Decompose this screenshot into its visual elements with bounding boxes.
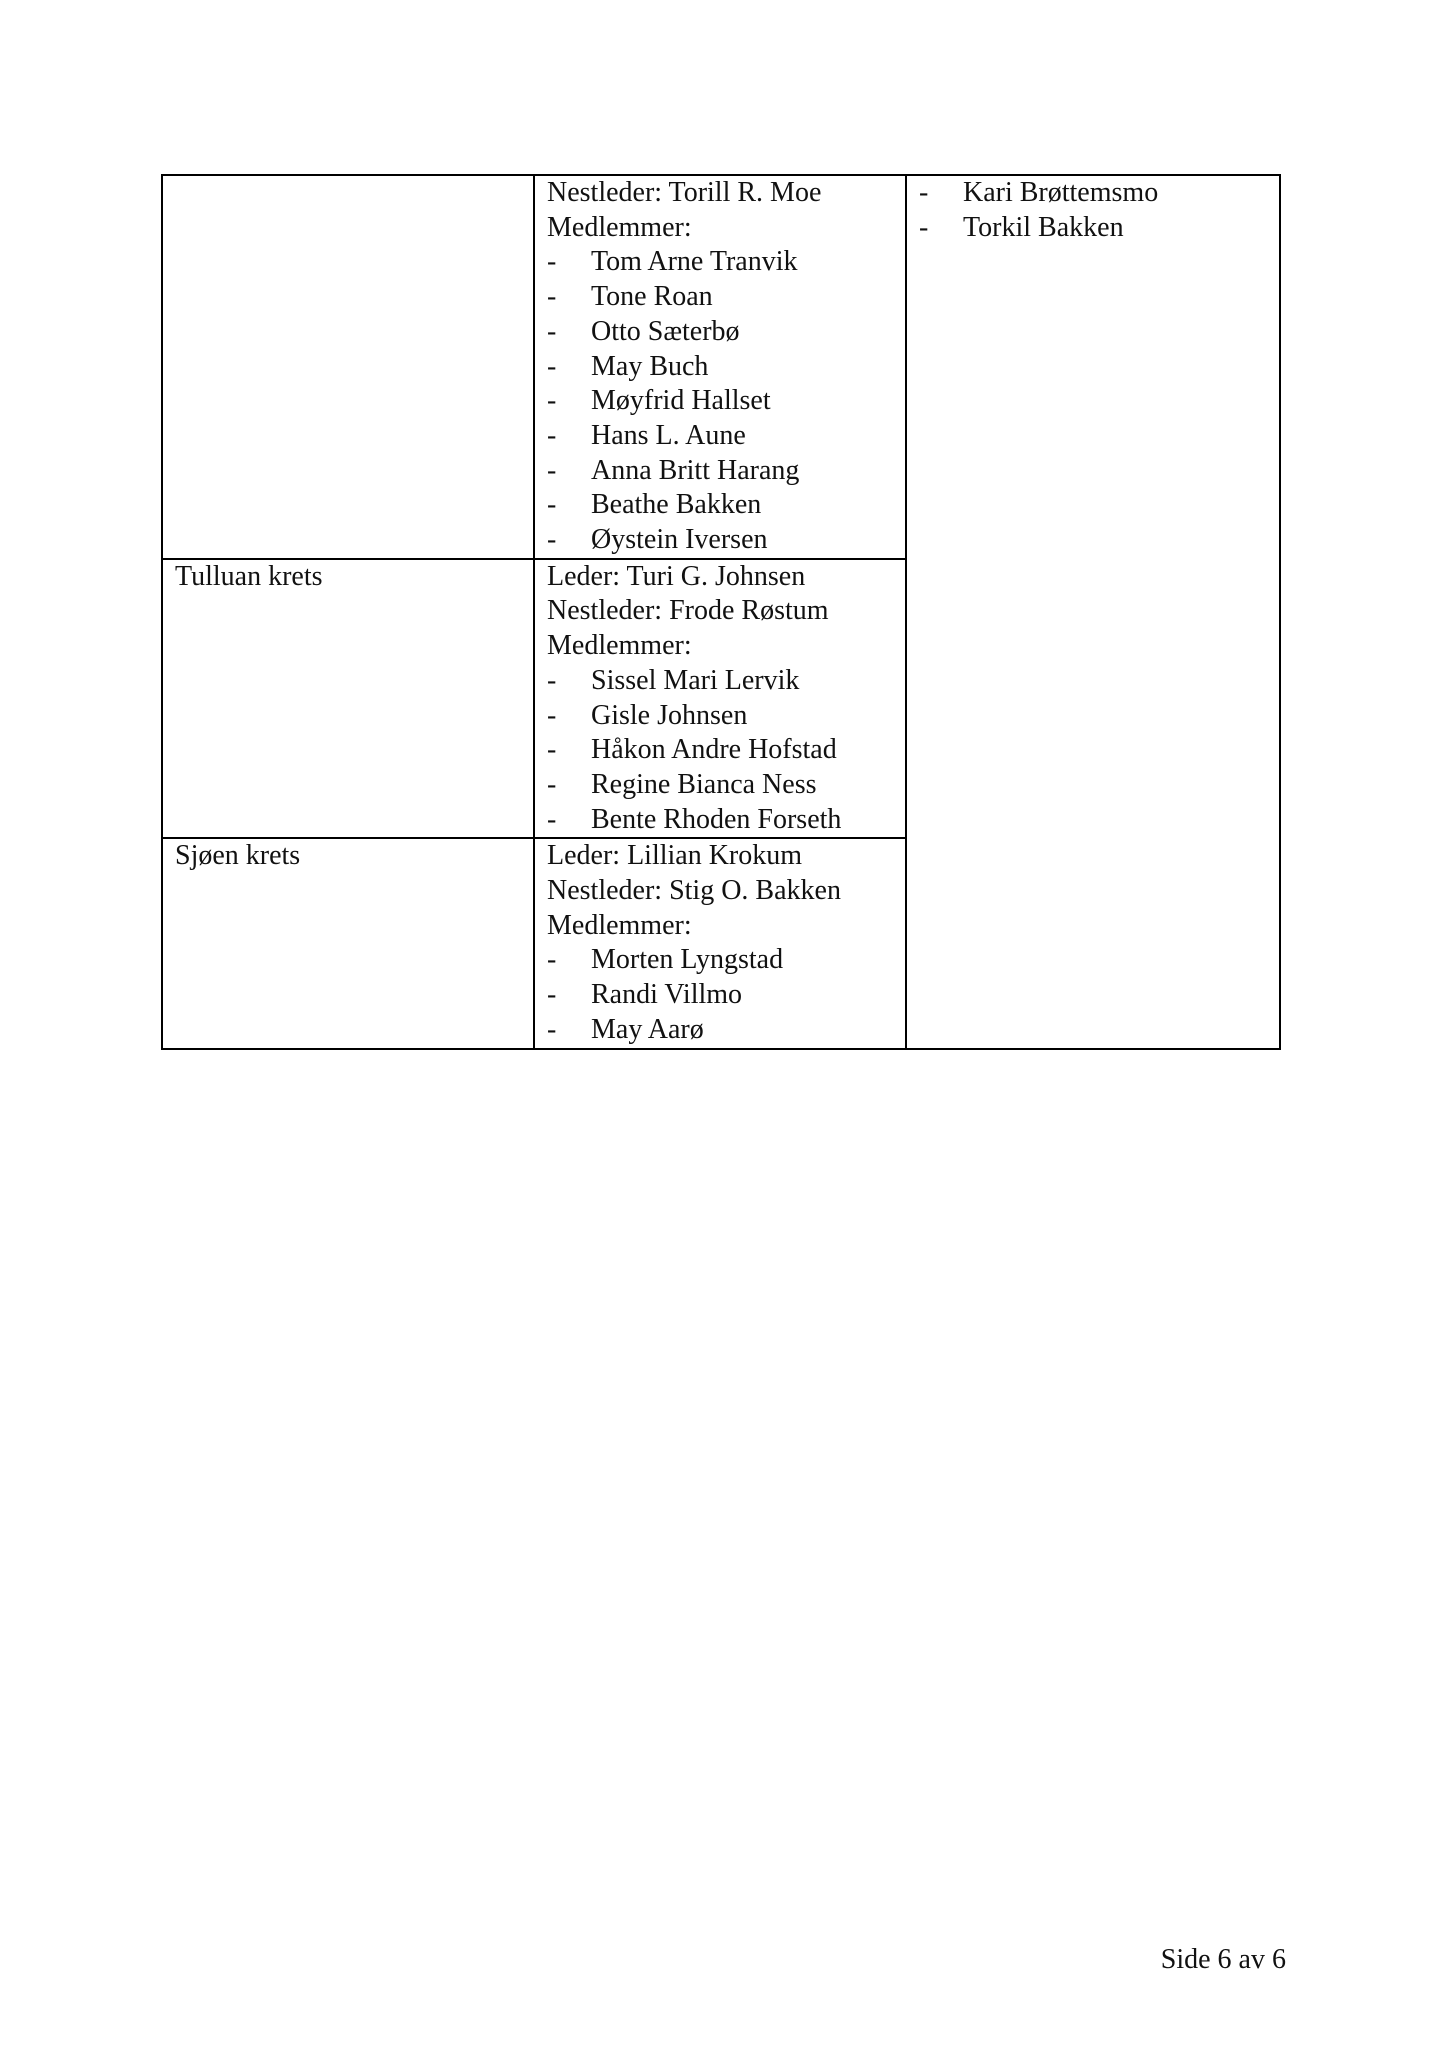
member-item [547, 1013, 893, 1048]
member-name: Tone Roan [591, 281, 713, 313]
committee-cell [534, 838, 906, 1048]
committee-cell [534, 175, 906, 559]
member-item [547, 733, 893, 768]
member-item [547, 803, 893, 838]
member-item [547, 664, 893, 699]
member-item [547, 245, 893, 280]
list-dash: - [547, 524, 557, 556]
member-name: Bente Rhoden Forseth [591, 803, 842, 835]
list-dash: - [547, 1013, 557, 1045]
leader: Leder: Lillian Krokum [547, 840, 803, 872]
member-name: Øystein Iversen [591, 524, 768, 556]
leader: Leder: Turi G. Johnsen [547, 560, 806, 592]
member-name: Regine Bianca Ness [591, 768, 817, 800]
member-item [919, 176, 1267, 211]
list-dash: - [547, 803, 557, 835]
member-name: Beathe Bakken [591, 489, 762, 521]
region-cell [162, 838, 534, 1048]
region-name: Tulluan krets [175, 560, 323, 592]
list-dash: - [547, 350, 557, 382]
list-dash: - [547, 699, 557, 731]
member-item [547, 978, 893, 1013]
members-heading: Medlemmer: [547, 211, 692, 243]
committee-table-body [162, 175, 1280, 1049]
member-item [547, 943, 893, 978]
members-heading: Medlemmer: [547, 630, 692, 662]
list-dash: - [547, 385, 557, 417]
region-cell [162, 559, 534, 839]
member-item [547, 384, 893, 419]
member-name: Torkil Bakken [963, 211, 1124, 243]
region-cell [162, 175, 534, 559]
member-name: Tom Arne Tranvik [591, 246, 798, 278]
member-item [547, 488, 893, 523]
table-row [162, 175, 1280, 559]
member-item [547, 315, 893, 350]
list-dash: - [547, 419, 557, 451]
member-name: Gisle Johnsen [591, 699, 748, 731]
list-dash: - [547, 944, 557, 976]
list-dash: - [547, 734, 557, 766]
member-name: Morten Lyngstad [591, 944, 784, 976]
list-dash: - [547, 454, 557, 486]
member-name: Hans L. Aune [591, 419, 746, 451]
list-dash: - [547, 281, 557, 313]
list-dash: - [547, 246, 557, 278]
member-name: Otto Sæterbø [591, 315, 740, 347]
member-item [547, 454, 893, 489]
deputy-leader: Nestleder: Frode Røstum [547, 595, 829, 627]
list-dash: - [547, 489, 557, 521]
list-dash: - [547, 768, 557, 800]
deputy-leader: Nestleder: Stig O. Bakken [547, 875, 841, 907]
member-item [547, 699, 893, 734]
list-dash: - [919, 177, 929, 208]
list-dash: - [919, 211, 929, 243]
committee-cell [534, 559, 906, 839]
member-name: May Buch [591, 350, 709, 382]
member-item [547, 523, 893, 558]
member-name: Randi Villmo [591, 979, 743, 1011]
member-name: Møyfrid Hallset [591, 385, 771, 417]
list-dash: - [547, 664, 557, 696]
list-dash: - [547, 315, 557, 347]
member-item [547, 350, 893, 385]
members-heading: Medlemmer: [547, 909, 692, 941]
region-name: Sjøen krets [175, 840, 301, 872]
member-name: May Aarø [591, 1013, 704, 1045]
member-item [919, 211, 1267, 246]
member-item [547, 419, 893, 454]
member-name: Håkon Andre Hofstad [591, 734, 837, 766]
member-item [547, 280, 893, 315]
member-item [547, 768, 893, 803]
deputy-leader: Nestleder: Torill R. Moe [547, 177, 822, 208]
third-column-cell [906, 175, 1280, 1049]
committee-table [161, 174, 1281, 1050]
member-name: Sissel Mari Lervik [591, 664, 800, 696]
list-dash: - [547, 979, 557, 1011]
page-number: Side 6 av 6 [1160, 1944, 1286, 1975]
member-name: Kari Brøttemsmo [963, 177, 1159, 208]
member-name: Anna Britt Harang [591, 454, 800, 486]
